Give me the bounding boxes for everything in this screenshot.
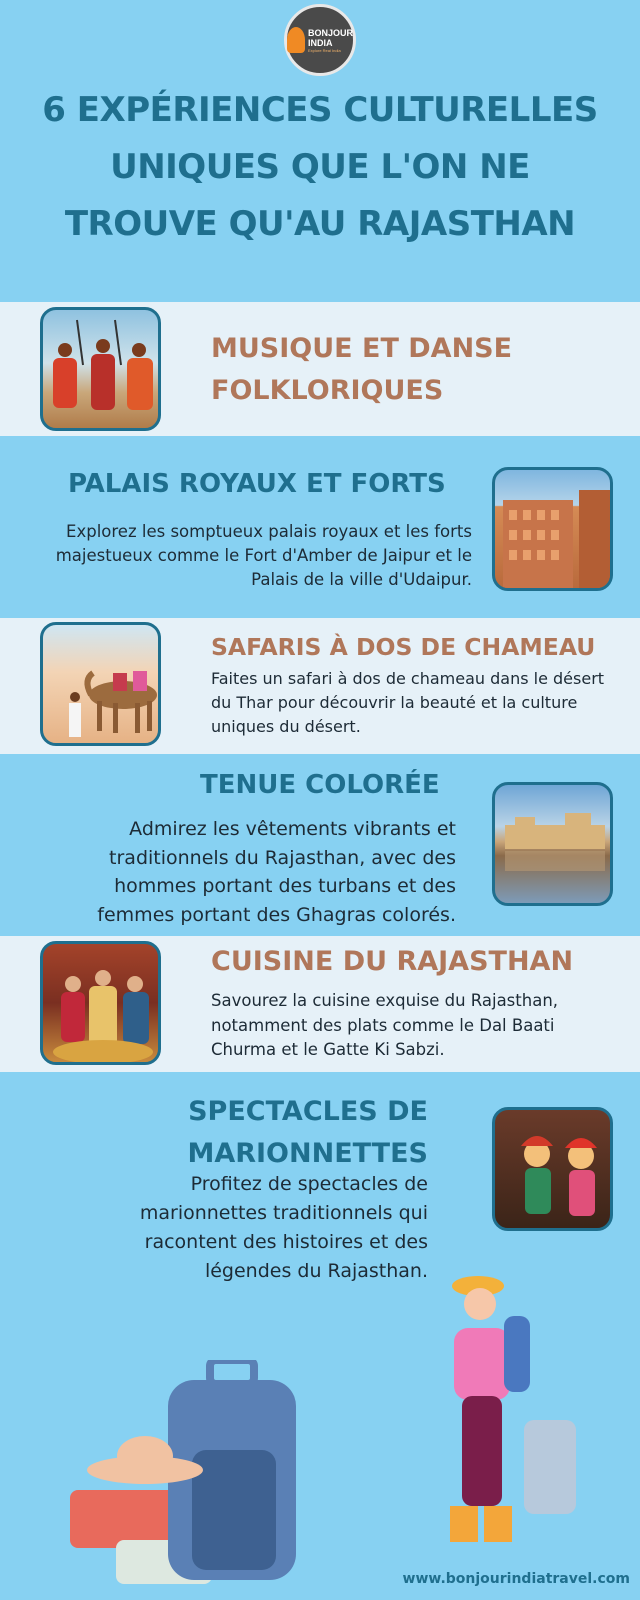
logo-text: BONJOUR INDIA Explore Real India [307,27,353,53]
camel-safari-photo [40,622,161,746]
section-text-attire: Admirez les vêtements vibrants et traditionnels du Rajasthan, avec des hommes portant des turbans et des femmes portant des Ghagras colorés. [97,818,456,926]
section-heading-palaces: PALAIS ROYAUX ET FORTS [68,469,446,499]
section-heading-attire: TENUE COLORÉE [200,770,440,800]
music-dance-photo [40,307,161,431]
website-url[interactable]: www.bonjourindiatravel.com [402,1571,630,1587]
brand-logo [284,4,356,76]
section-heading-puppets: SPECTACLES DE MARIONNETTES [187,1096,428,1169]
luggage-illustration-icon [60,1360,320,1590]
traveler-illustration-icon [420,1270,600,1560]
section-text-puppets: Profitez de spectacles de marionnettes traditionnels qui racontent des histoires et des légendes du Rajasthan. [139,1173,428,1282]
costume-group-photo [40,941,161,1065]
section-heading-music: MUSIQUE ET DANSE FOLKLORIQUES [211,333,513,406]
section-heading-safari: SAFARIS À DOS DE CHAMEAU [211,633,596,661]
section-heading-cuisine: CUISINE DU RAJASTHAN [211,946,574,977]
section-text-palaces: Explorez les somptueux palais royaux et les forts majestueux comme le Fort d'Amber de Jaipur et le Palais de la ville d'Udaipur. [55,522,472,589]
logo-mark-icon [287,27,305,53]
section-text-safari: Faites un safari à dos de chameau dans le désert du Thar pour découvrir la beauté et la culture uniques du désert. [211,669,605,736]
palace-photo [492,467,613,591]
page-title: 6 EXPÉRIENCES CULTURELLES UNIQUES QUE L'ON NE TROUVE QU'AU RAJASTHAN [42,90,598,244]
section-text-cuisine: Savourez la cuisine exquise du Rajasthan, notamment des plats comme le Dal Baati Churma et le Gatte Ki Sabzi. [211,991,559,1059]
puppets-photo [492,1107,613,1231]
fort-reflection-photo [492,782,613,906]
